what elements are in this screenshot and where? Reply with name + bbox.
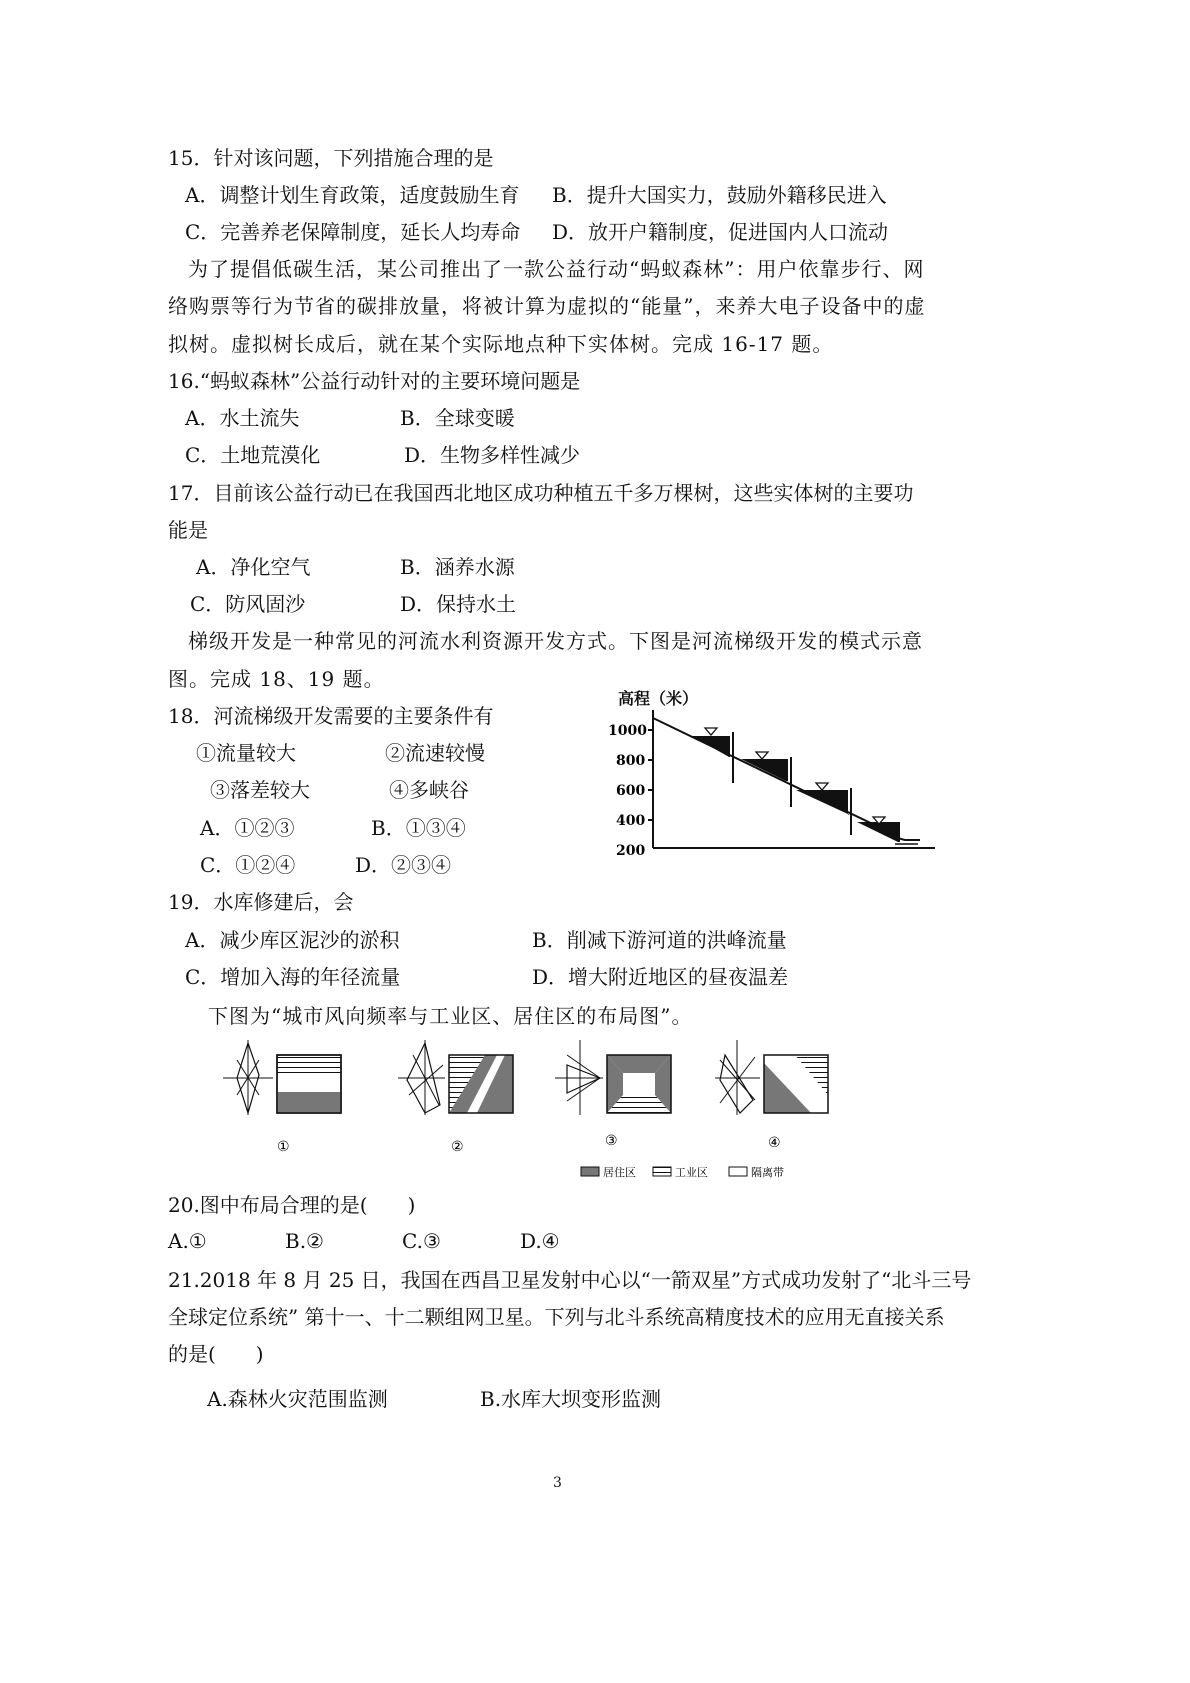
q17-option-d: D．保持水土 [400,592,517,616]
reservoir-2 [741,759,788,781]
page-number: 3 [553,1475,562,1491]
legend-buffer: 隔离带 [751,1166,784,1179]
q15-option-b: B．提升大国实力，鼓励外籍移民进入 [552,183,887,207]
q19-option-c: C．增加入海的年径流量 [185,965,401,989]
tick-800: 800 [616,753,646,769]
layout-panel-2 [398,1040,513,1155]
water-level-marker-3 [816,783,828,790]
q15-option-d: D．放开户籍制度，促进国内人口流动 [552,220,889,244]
reservoir-4 [857,822,900,842]
panel-label-1: ① [277,1139,290,1155]
wind-rose-3 [567,1065,600,1093]
panel-label-3: ③ [605,1133,618,1149]
layout-panel-4 [715,1040,828,1151]
reservoir-3 [796,790,850,815]
q19-option-a: A．减少库区泥沙的淤积 [185,928,400,952]
intro-ant-forest-line3: 拟树。虚拟树长成后，就在某个实际地点种下实体树。完成 16-17 题。 [168,332,834,356]
q17-option-b: B．涵养水源 [400,555,515,579]
reservoir-1 [692,736,730,757]
panel-label-2: ② [451,1139,464,1155]
q18-item-3: ③落差较大 [210,778,310,802]
q17-stem-line1: 17．目前该公益行动已在我国西北地区成功种植五千多万棵树，这些实体树的主要功 [168,481,914,505]
cascade-elevation-diagram [600,680,945,870]
legend-residential: 居住区 [603,1166,636,1179]
legend-swatch-residential [581,1167,599,1176]
wind-layout-figure [215,1035,845,1185]
tick-200: 200 [616,843,646,859]
q21-option-b: B.水库大坝变形监测 [480,1387,662,1411]
water-level-marker-1 [705,728,717,735]
layout-panel-1 [223,1040,341,1155]
intro-cascade-line1: 梯级开发是一种常见的河流水利资源开发方式。下图是河流梯级开发的模式示意 [188,629,923,653]
q18-item-4: ④多峡谷 [389,778,469,802]
tick-1000: 1000 [608,723,647,739]
q18-item-2: ②流速较慢 [385,741,485,765]
q15-stem: 15．针对该问题，下列措施合理的是 [168,146,494,170]
tick-600: 600 [616,783,646,799]
q19-stem: 19．水库修建后，会 [168,890,354,914]
q20-option-d: D.④ [520,1229,560,1253]
q16-option-d: D．生物多样性减少 [404,443,581,467]
q20-option-a: A.① [168,1229,207,1253]
q16-stem: 16.“蚂蚁森林”公益行动针对的主要环境问题是 [168,369,581,393]
q20-stem: 20.图中布局合理的是( ) [168,1193,416,1217]
layout-panel-3 [555,1040,671,1149]
q21-stem-line1: 21.2018 年 8 月 25 日，我国在西昌卫星发射中心以“一箭双星”方式成功发射了“北斗三号 [168,1268,972,1292]
q21-option-a: A.森林火灾范围监测 [207,1387,388,1411]
intro-cascade-line2: 图。完成 18、19 题。 [168,667,385,691]
layout-legend [581,1165,784,1179]
q20-option-b: B.② [285,1229,324,1253]
q18-option-a: A．①②③ [200,816,295,840]
q16-option-a: A．水土流失 [185,406,300,430]
q15-option-a: A．调整计划生育政策，适度鼓励生育 [185,183,520,207]
intro-ant-forest-line1: 为了提倡低碳生活，某公司推出了一款公益行动“蚂蚁森林”：用户依靠步行、网 [188,257,925,281]
panel-label-4: ④ [768,1135,781,1151]
tick-400: 400 [616,813,646,829]
q18-option-b: B．①③④ [371,816,466,840]
q21-stem-line3: 的是( ) [168,1342,264,1366]
q16-option-c: C．土地荒漠化 [185,443,321,467]
q17-option-c: C．防风固沙 [190,592,306,616]
intro-wind-layout: 下图为“城市风向频率与工业区、居住区的布局图”。 [208,1004,693,1028]
legend-swatch-buffer [729,1167,747,1176]
q16-option-b: B．全球变暖 [400,406,515,430]
q19-option-d: D．增大附近地区的昼夜温差 [532,965,789,989]
q21-stem-line2: 全球定位系统” 第十一、十二颗组网卫星。下列与北斗系统高精度技术的应用无直接关系 [168,1305,945,1329]
q15-option-c: C．完善养老保障制度，延长人均寿命 [185,220,521,244]
q18-stem: 18．河流梯级开发需要的主要条件有 [168,704,494,728]
q18-item-1: ①流量较大 [196,741,296,765]
q18-option-c: C．①②④ [200,853,296,877]
legend-swatch-industrial [653,1167,671,1176]
q19-option-b: B．削减下游河道的洪峰流量 [532,928,787,952]
q20-option-c: C.③ [402,1229,441,1253]
legend-industrial: 工业区 [675,1166,708,1179]
intro-ant-forest-line2: 络购票等行为节省的碳排放量，将被计算为虚拟的“能量”，来养大电子设备中的虚 [168,294,926,318]
water-level-marker-2 [756,752,768,759]
elevation-axis-label: 高程（米） [618,689,699,708]
q17-stem-line2: 能是 [168,518,208,542]
q18-option-d: D．②③④ [355,853,452,877]
q17-option-a: A．净化空气 [196,555,311,579]
